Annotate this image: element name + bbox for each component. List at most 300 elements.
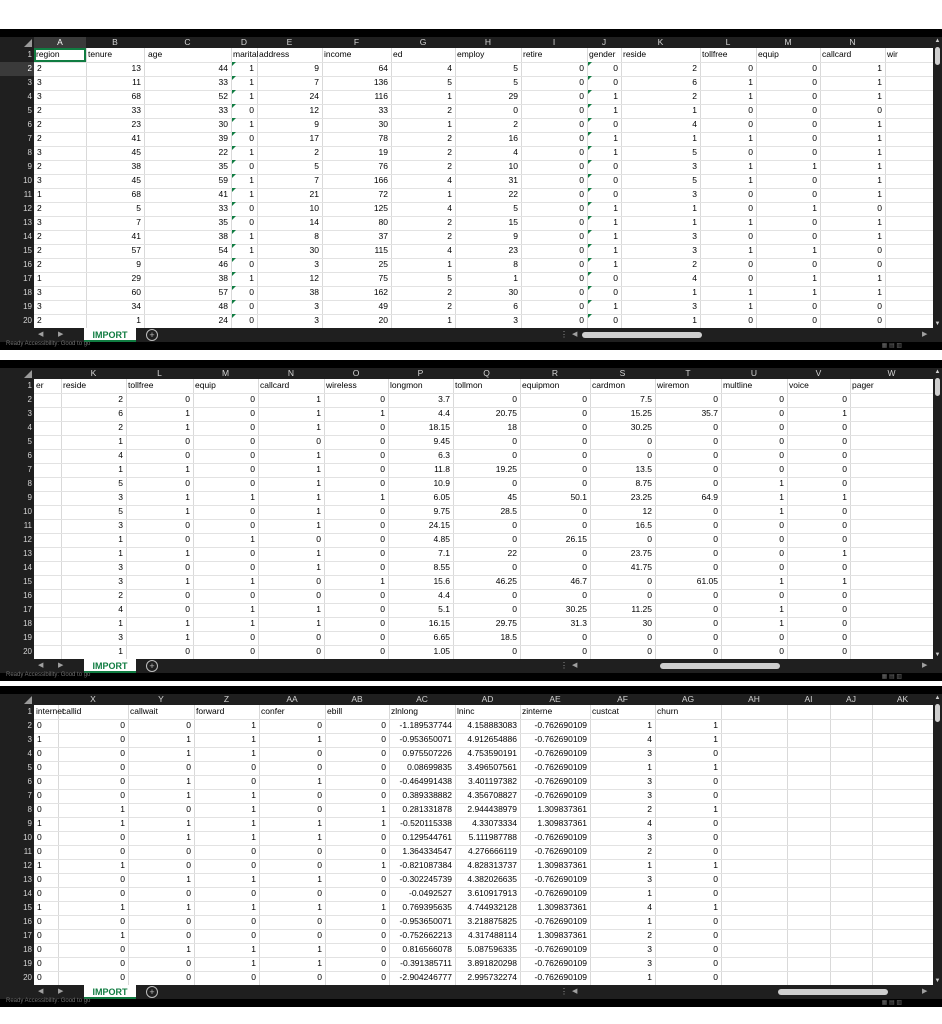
- row-header-18[interactable]: 18: [23, 288, 32, 297]
- data-cell[interactable]: 54: [218, 245, 228, 255]
- data-cell[interactable]: 0: [812, 105, 817, 115]
- data-cell[interactable]: 0: [579, 161, 584, 171]
- data-cell[interactable]: 1: [185, 408, 190, 418]
- data-cell[interactable]: 49: [378, 301, 388, 311]
- header-cell-tollfree[interactable]: tollfree: [702, 49, 728, 59]
- data-cell[interactable]: 4.828313737: [467, 860, 517, 870]
- data-cell[interactable]: 0: [381, 762, 386, 772]
- data-cell[interactable]: 0: [250, 520, 255, 530]
- data-cell[interactable]: 0: [380, 450, 385, 460]
- data-cell[interactable]: 0: [251, 930, 256, 940]
- data-cell[interactable]: 0: [842, 618, 847, 628]
- data-cell[interactable]: 1: [877, 273, 882, 283]
- data-cell[interactable]: 20.75: [495, 408, 517, 418]
- header-cell-callcard[interactable]: callcard: [260, 380, 290, 390]
- data-cell[interactable]: 57: [218, 287, 228, 297]
- data-cell[interactable]: 0.816566078: [402, 944, 452, 954]
- data-cell[interactable]: -0.391385711: [400, 958, 452, 968]
- data-cell[interactable]: 1: [713, 860, 718, 870]
- data-cell[interactable]: 1: [647, 860, 652, 870]
- data-cell[interactable]: 1: [316, 394, 321, 404]
- data-cell[interactable]: 4.912654886: [467, 734, 517, 744]
- column-header-N[interactable]: N: [849, 37, 856, 47]
- data-cell[interactable]: 0: [251, 846, 256, 856]
- column-header-AD[interactable]: AD: [481, 694, 494, 704]
- data-cell[interactable]: 0: [579, 217, 584, 227]
- data-cell[interactable]: 0: [317, 860, 322, 870]
- data-cell[interactable]: 0: [748, 203, 753, 213]
- data-cell[interactable]: -0.762690109: [534, 720, 587, 730]
- data-cell[interactable]: 0: [713, 832, 718, 842]
- data-cell[interactable]: 5: [447, 273, 452, 283]
- data-cell[interactable]: 0: [250, 646, 255, 656]
- data-cell[interactable]: 4.382026635: [467, 874, 517, 884]
- data-cell[interactable]: 0: [380, 478, 385, 488]
- row-header-3[interactable]: 3: [27, 78, 32, 87]
- data-cell[interactable]: 0: [713, 632, 718, 642]
- data-cell[interactable]: 3.401197382: [467, 776, 517, 786]
- data-cell[interactable]: 0: [380, 534, 385, 544]
- data-cell[interactable]: 0: [250, 464, 255, 474]
- data-cell[interactable]: 1: [877, 217, 882, 227]
- row-header-10[interactable]: 10: [23, 507, 32, 516]
- data-cell[interactable]: 1.364334547: [402, 846, 452, 856]
- column-header-N[interactable]: N: [287, 368, 295, 378]
- data-cell[interactable]: 4.744932128: [467, 902, 517, 912]
- data-cell[interactable]: 1: [447, 259, 452, 269]
- data-cell[interactable]: 0: [37, 846, 42, 856]
- row-header-12[interactable]: 12: [23, 204, 32, 213]
- data-cell[interactable]: 23.75: [630, 548, 652, 558]
- data-cell[interactable]: 64.9: [701, 492, 718, 502]
- column-header-A[interactable]: A: [34, 37, 86, 48]
- column-header-Z[interactable]: Z: [223, 694, 230, 704]
- data-cell[interactable]: 0: [120, 734, 125, 744]
- column-header-AE[interactable]: AE: [549, 694, 561, 704]
- row-header-1[interactable]: 1: [27, 707, 32, 716]
- select-all-button[interactable]: [0, 694, 34, 705]
- data-cell[interactable]: 2: [647, 804, 652, 814]
- header-cell-voice[interactable]: voice: [789, 380, 809, 390]
- data-cell[interactable]: 30.25: [630, 422, 652, 432]
- data-cell[interactable]: 0: [37, 762, 42, 772]
- data-cell[interactable]: 0: [877, 315, 882, 325]
- data-cell[interactable]: 1: [748, 301, 753, 311]
- data-cell[interactable]: 0: [647, 450, 652, 460]
- data-cell[interactable]: 12: [309, 105, 319, 115]
- data-cell[interactable]: 3: [314, 301, 319, 311]
- header-cell-forward[interactable]: forward: [196, 706, 225, 716]
- data-cell[interactable]: 0: [842, 562, 847, 572]
- data-cell[interactable]: 4: [447, 245, 452, 255]
- data-cell[interactable]: 4: [447, 203, 452, 213]
- data-cell[interactable]: 0: [186, 972, 191, 982]
- data-cell[interactable]: 3: [37, 91, 42, 101]
- data-cell[interactable]: 3: [37, 301, 42, 311]
- row-header-2[interactable]: 2: [0, 62, 34, 76]
- data-cell[interactable]: -1.189537744: [399, 720, 452, 730]
- data-cell[interactable]: 1: [118, 436, 123, 446]
- data-cell[interactable]: 1.309837361: [537, 860, 587, 870]
- data-cell[interactable]: 9: [314, 119, 319, 129]
- data-cell[interactable]: 6: [513, 301, 518, 311]
- row-header-10[interactable]: 10: [23, 176, 32, 185]
- header-cell-tenure[interactable]: tenure: [88, 49, 113, 59]
- sheet-tab-import[interactable]: IMPORT: [84, 328, 136, 342]
- data-cell[interactable]: 16.15: [428, 618, 450, 628]
- data-cell[interactable]: 1: [877, 287, 882, 297]
- data-cell[interactable]: 0: [779, 520, 784, 530]
- data-cell[interactable]: 2: [37, 245, 42, 255]
- data-cell[interactable]: 5: [136, 203, 141, 213]
- data-cell[interactable]: 0: [249, 133, 254, 143]
- data-cell[interactable]: 0: [381, 958, 386, 968]
- row-header-6[interactable]: 6: [27, 777, 32, 786]
- row-header-8[interactable]: 8: [27, 805, 32, 814]
- data-cell[interactable]: 1: [317, 958, 322, 968]
- data-cell[interactable]: 3: [647, 874, 652, 884]
- header-cell-reside[interactable]: reside: [63, 380, 87, 390]
- data-cell[interactable]: 0: [381, 832, 386, 842]
- header-cell-multline[interactable]: multline: [723, 380, 753, 390]
- row-header-18[interactable]: 18: [23, 945, 32, 954]
- data-cell[interactable]: 1: [779, 618, 784, 628]
- data-cell[interactable]: 2: [37, 315, 42, 325]
- data-cell[interactable]: 0: [842, 520, 847, 530]
- data-cell[interactable]: 0: [250, 422, 255, 432]
- column-header-AI[interactable]: AI: [804, 694, 813, 704]
- sheet-tab-import[interactable]: IMPORT: [84, 659, 136, 673]
- data-cell[interactable]: 0: [812, 175, 817, 185]
- data-cell[interactable]: 8: [513, 259, 518, 269]
- data-cell[interactable]: 1: [647, 972, 652, 982]
- tab-splitter-icon[interactable]: ⋮: [560, 987, 568, 996]
- data-cell[interactable]: 30: [508, 287, 518, 297]
- data-cell[interactable]: 8.75: [635, 478, 652, 488]
- data-cell[interactable]: 0.975507226: [402, 748, 452, 758]
- data-cell[interactable]: 0: [579, 119, 584, 129]
- data-cell[interactable]: 0: [779, 646, 784, 656]
- data-cell[interactable]: 0: [37, 748, 42, 758]
- data-cell[interactable]: 68: [131, 189, 141, 199]
- header-cell-zinterne[interactable]: zinterne: [522, 706, 553, 716]
- data-cell[interactable]: -0.821087384: [399, 860, 452, 870]
- data-cell[interactable]: 1: [316, 604, 321, 614]
- data-cell[interactable]: 1: [713, 762, 718, 772]
- scroll-right-icon[interactable]: ▶: [922, 662, 928, 669]
- data-cell[interactable]: 0: [713, 464, 718, 474]
- data-cell[interactable]: 0: [579, 105, 584, 115]
- data-cell[interactable]: 0: [120, 972, 125, 982]
- data-cell[interactable]: 0: [579, 259, 584, 269]
- data-cell[interactable]: 0: [120, 720, 125, 730]
- data-cell[interactable]: 0: [37, 776, 42, 786]
- data-cell[interactable]: 0: [380, 464, 385, 474]
- data-cell[interactable]: 0: [812, 231, 817, 241]
- row-header-7[interactable]: 7: [27, 465, 32, 474]
- data-cell[interactable]: 0: [647, 534, 652, 544]
- data-cell[interactable]: 0: [513, 105, 518, 115]
- data-cell[interactable]: 0: [317, 846, 322, 856]
- data-cell[interactable]: 0: [250, 590, 255, 600]
- data-cell[interactable]: 0: [582, 590, 587, 600]
- tab-splitter-icon[interactable]: ⋮: [560, 661, 568, 670]
- data-cell[interactable]: 0: [512, 520, 517, 530]
- data-cell[interactable]: -0.953650071: [399, 916, 452, 926]
- data-cell[interactable]: 72: [378, 189, 388, 199]
- data-cell[interactable]: -0.762690109: [534, 846, 587, 856]
- data-cell[interactable]: -0.762690109: [534, 916, 587, 926]
- data-cell[interactable]: 2: [513, 119, 518, 129]
- data-cell[interactable]: 1: [249, 245, 254, 255]
- data-cell[interactable]: 1: [249, 147, 254, 157]
- data-cell[interactable]: 1: [250, 576, 255, 586]
- data-cell[interactable]: 18.15: [428, 422, 450, 432]
- data-cell[interactable]: 1: [251, 720, 256, 730]
- data-cell[interactable]: 3: [118, 562, 123, 572]
- add-sheet-icon[interactable]: +: [146, 329, 158, 341]
- data-cell[interactable]: 1: [317, 818, 322, 828]
- data-cell[interactable]: 1: [186, 818, 191, 828]
- data-cell[interactable]: 0: [37, 888, 42, 898]
- data-cell[interactable]: 0: [380, 632, 385, 642]
- row-header-19[interactable]: 19: [23, 302, 32, 311]
- data-cell[interactable]: 33: [131, 105, 141, 115]
- data-cell[interactable]: 1: [185, 632, 190, 642]
- row-header-4[interactable]: 4: [27, 749, 32, 758]
- data-cell[interactable]: 1: [613, 147, 618, 157]
- data-cell[interactable]: 11.25: [631, 604, 652, 614]
- data-cell[interactable]: 0: [713, 874, 718, 884]
- data-cell[interactable]: 4.158883083: [467, 720, 517, 730]
- data-cell[interactable]: -0.762690109: [534, 762, 587, 772]
- data-cell[interactable]: 24: [309, 91, 319, 101]
- data-cell[interactable]: 1: [185, 492, 190, 502]
- data-cell[interactable]: 1: [185, 618, 190, 628]
- data-cell[interactable]: 1: [316, 520, 321, 530]
- data-cell[interactable]: 9.75: [433, 506, 450, 516]
- row-header-8[interactable]: 8: [27, 148, 32, 157]
- data-cell[interactable]: 0: [812, 77, 817, 87]
- header-cell-age[interactable]: age: [148, 49, 163, 59]
- data-cell[interactable]: 0: [842, 534, 847, 544]
- data-cell[interactable]: 1: [37, 273, 42, 283]
- data-cell[interactable]: 3: [118, 492, 123, 502]
- data-cell[interactable]: 3: [647, 832, 652, 842]
- data-cell[interactable]: 0: [317, 888, 322, 898]
- data-cell[interactable]: 0: [381, 916, 386, 926]
- data-cell[interactable]: 3: [647, 944, 652, 954]
- data-cell[interactable]: -0.762690109: [534, 888, 587, 898]
- select-all-button[interactable]: [0, 368, 34, 379]
- data-cell[interactable]: 0: [120, 944, 125, 954]
- horizontal-scroll-thumb[interactable]: [778, 989, 888, 995]
- data-cell[interactable]: 3: [37, 147, 42, 157]
- data-cell[interactable]: 22: [508, 189, 518, 199]
- row-header-3[interactable]: 3: [27, 409, 32, 418]
- data-cell[interactable]: 0: [582, 562, 587, 572]
- data-cell[interactable]: 0: [842, 590, 847, 600]
- data-cell[interactable]: 3: [692, 245, 697, 255]
- data-cell[interactable]: 0: [512, 562, 517, 572]
- column-header-Y[interactable]: Y: [158, 694, 164, 704]
- data-cell[interactable]: 1: [842, 548, 847, 558]
- view-mode-icons[interactable]: ▦ ▤ ▥: [881, 343, 902, 349]
- data-cell[interactable]: 2: [692, 259, 697, 269]
- column-header-H[interactable]: H: [484, 37, 492, 47]
- data-cell[interactable]: 0: [779, 562, 784, 572]
- row-header-9[interactable]: 9: [27, 819, 32, 828]
- row-header-15[interactable]: 15: [23, 246, 32, 255]
- data-cell[interactable]: 2.944438979: [467, 804, 517, 814]
- data-cell[interactable]: 31: [508, 175, 518, 185]
- data-cell[interactable]: 1: [249, 119, 254, 129]
- data-cell[interactable]: 0: [186, 720, 191, 730]
- data-cell[interactable]: 1: [447, 189, 452, 199]
- data-cell[interactable]: 3: [647, 748, 652, 758]
- row-header-7[interactable]: 7: [27, 791, 32, 800]
- horizontal-scroll-thumb[interactable]: [582, 332, 702, 338]
- column-header-W[interactable]: W: [887, 368, 896, 378]
- data-cell[interactable]: 0: [613, 315, 618, 325]
- data-cell[interactable]: 46.7: [570, 576, 587, 586]
- data-cell[interactable]: 0: [779, 422, 784, 432]
- data-cell[interactable]: 0: [579, 175, 584, 185]
- row-header-16[interactable]: 16: [23, 591, 32, 600]
- data-cell[interactable]: 1: [381, 804, 386, 814]
- row-header-13[interactable]: 13: [23, 549, 32, 558]
- data-cell[interactable]: 29.75: [495, 618, 517, 628]
- data-cell[interactable]: 0: [381, 720, 386, 730]
- data-cell[interactable]: 0: [582, 548, 587, 558]
- data-cell[interactable]: 4: [118, 450, 123, 460]
- data-cell[interactable]: 1: [812, 287, 817, 297]
- header-cell-marital[interactable]: marital: [233, 49, 259, 59]
- data-cell[interactable]: 0: [842, 478, 847, 488]
- data-cell[interactable]: 162: [373, 287, 388, 297]
- data-cell[interactable]: 0: [120, 888, 125, 898]
- data-cell[interactable]: 60: [131, 287, 141, 297]
- data-cell[interactable]: 1: [748, 287, 753, 297]
- data-cell[interactable]: 1: [779, 576, 784, 586]
- data-cell[interactable]: 0: [512, 604, 517, 614]
- data-cell[interactable]: 0: [250, 408, 255, 418]
- row-header-13[interactable]: 13: [23, 218, 32, 227]
- data-cell[interactable]: 2: [118, 394, 123, 404]
- data-cell[interactable]: 4: [692, 119, 697, 129]
- data-cell[interactable]: 0: [842, 394, 847, 404]
- data-cell[interactable]: 2: [447, 161, 452, 171]
- data-cell[interactable]: 25: [378, 259, 388, 269]
- column-header-AH[interactable]: AH: [748, 694, 760, 704]
- data-cell[interactable]: 0: [120, 762, 125, 772]
- data-cell[interactable]: 0: [582, 646, 587, 656]
- data-cell[interactable]: 1: [713, 734, 718, 744]
- cell-grid[interactable]: [34, 379, 933, 659]
- data-cell[interactable]: 3: [692, 231, 697, 241]
- data-cell[interactable]: 4.4: [438, 408, 450, 418]
- data-cell[interactable]: 0: [512, 394, 517, 404]
- data-cell[interactable]: 1: [317, 874, 322, 884]
- data-cell[interactable]: 0: [249, 287, 254, 297]
- column-header-AF[interactable]: AF: [617, 694, 628, 704]
- data-cell[interactable]: 1.309837361: [537, 804, 587, 814]
- data-cell[interactable]: 3: [692, 301, 697, 311]
- data-cell[interactable]: 2: [37, 105, 42, 115]
- data-cell[interactable]: 57: [131, 245, 141, 255]
- data-cell[interactable]: 5: [447, 77, 452, 87]
- data-cell[interactable]: 0: [713, 748, 718, 758]
- data-cell[interactable]: 1: [249, 189, 254, 199]
- data-cell[interactable]: 0.129544761: [402, 832, 452, 842]
- data-cell[interactable]: 1: [613, 259, 618, 269]
- header-cell-equipmon[interactable]: equipmon: [522, 380, 560, 390]
- row-header-4[interactable]: 4: [27, 92, 32, 101]
- data-cell[interactable]: 0: [713, 790, 718, 800]
- data-cell[interactable]: 15.25: [630, 408, 652, 418]
- data-cell[interactable]: 0: [186, 846, 191, 856]
- data-cell[interactable]: 4.276666119: [467, 846, 517, 856]
- data-cell[interactable]: 0: [582, 436, 587, 446]
- data-cell[interactable]: 6: [692, 77, 697, 87]
- data-cell[interactable]: 0: [250, 548, 255, 558]
- data-cell[interactable]: 10.9: [433, 478, 450, 488]
- data-cell[interactable]: 0: [316, 534, 321, 544]
- data-cell[interactable]: 1: [447, 119, 452, 129]
- data-cell[interactable]: 1: [185, 576, 190, 586]
- data-cell[interactable]: 78: [378, 133, 388, 143]
- scroll-right-icon[interactable]: ▶: [922, 988, 928, 995]
- data-cell[interactable]: 0: [842, 646, 847, 656]
- data-cell[interactable]: 0: [812, 217, 817, 227]
- data-cell[interactable]: 0: [713, 944, 718, 954]
- header-cell-lninc[interactable]: lninc: [457, 706, 475, 716]
- row-header-9[interactable]: 9: [27, 162, 32, 171]
- data-cell[interactable]: 0: [317, 804, 322, 814]
- data-cell[interactable]: 4: [513, 147, 518, 157]
- data-cell[interactable]: 0: [185, 450, 190, 460]
- data-cell[interactable]: 0: [842, 506, 847, 516]
- scroll-up-icon[interactable]: ▲: [934, 369, 941, 375]
- header-cell-callwait[interactable]: callwait: [130, 706, 158, 716]
- data-cell[interactable]: 0: [249, 301, 254, 311]
- data-cell[interactable]: 1: [647, 762, 652, 772]
- column-header-C[interactable]: C: [184, 37, 191, 47]
- row-header-5[interactable]: 5: [27, 437, 32, 446]
- data-cell[interactable]: 1: [186, 790, 191, 800]
- data-cell[interactable]: 0: [380, 562, 385, 572]
- data-cell[interactable]: 5: [513, 203, 518, 213]
- data-cell[interactable]: 3.610917913: [467, 888, 517, 898]
- data-cell[interactable]: 1.309837361: [537, 818, 587, 828]
- data-cell[interactable]: 9: [136, 259, 141, 269]
- data-cell[interactable]: 35: [218, 217, 228, 227]
- data-cell[interactable]: 30.25: [565, 604, 587, 614]
- data-cell[interactable]: 1: [185, 464, 190, 474]
- data-cell[interactable]: 0: [842, 632, 847, 642]
- data-cell[interactable]: 1: [877, 133, 882, 143]
- data-cell[interactable]: 1: [118, 464, 123, 474]
- data-cell[interactable]: 41: [131, 133, 141, 143]
- data-cell[interactable]: 1: [613, 203, 618, 213]
- data-cell[interactable]: 1: [120, 930, 125, 940]
- header-cell-callcard[interactable]: callcard: [822, 49, 852, 59]
- data-cell[interactable]: 0: [779, 590, 784, 600]
- data-cell[interactable]: 1: [118, 618, 123, 628]
- header-cell-ed[interactable]: ed: [393, 49, 403, 59]
- data-cell[interactable]: 1: [317, 832, 322, 842]
- data-cell[interactable]: 2: [447, 217, 452, 227]
